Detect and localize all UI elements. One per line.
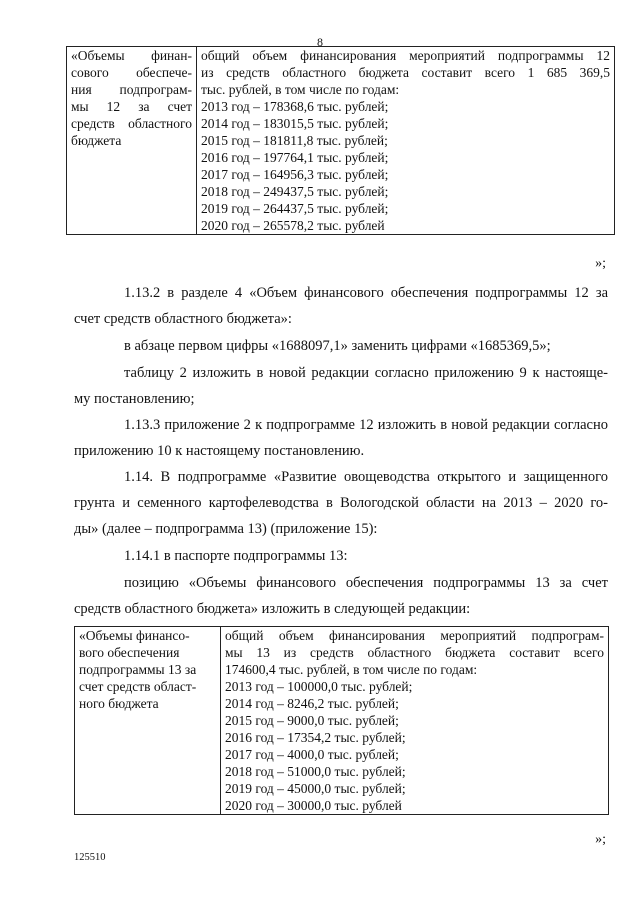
year-line: 2016 год – 197764,1 тыс. рублей; (201, 150, 389, 165)
year-line: 2013 год – 100000,0 тыс. рублей; (225, 679, 413, 694)
year-line: 2020 год – 30000,0 тыс. рублей (225, 798, 402, 813)
year-line: 2015 год – 9000,0 тыс. рублей; (225, 713, 399, 728)
paragraph-1-14-1: 1.14.1 в паспорте подпрограммы 13: (124, 548, 348, 564)
year-line: 2014 год – 8246,2 тыс. рублей; (225, 696, 399, 711)
label-line: счет средств област- (79, 679, 197, 694)
funding-label-cell (67, 47, 197, 235)
label-line: мы 12 за счет (71, 99, 192, 114)
year-line: 2016 год – 17354,2 тыс. рублей; (225, 730, 406, 745)
year-line: 2014 год – 183015,5 тыс. рублей; (201, 116, 389, 131)
closing-quote: »; (595, 832, 606, 847)
year-line: 2019 год – 45000,0 тыс. рублей; (225, 781, 406, 796)
funding-value-cell (197, 47, 615, 235)
label-line: сового обеспече- (71, 65, 192, 80)
year-line: 2018 год – 51000,0 тыс. рублей; (225, 764, 406, 779)
value-intro-line: общий объем финансирования мероприятий подпрограм- (225, 628, 604, 643)
closing-quote: »; (595, 256, 606, 271)
value-intro-line: 174600,4 тыс. рублей, в том числе по годам: (225, 662, 478, 677)
year-line: 2020 год – 265578,2 тыс. рублей (201, 218, 385, 233)
funding-table-subprogram-12 (66, 46, 615, 235)
year-line: 2013 год – 178368,6 тыс. рублей; (201, 99, 389, 114)
label-line: вого обеспечения (79, 645, 180, 660)
label-line: подпрограммы 13 за (79, 662, 197, 677)
year-line: 2018 год – 249437,5 тыс. рублей; (201, 184, 389, 199)
funding-value-cell (221, 627, 609, 815)
value-intro-line: общий объем финансирования мероприятий подпрограммы 12 (201, 48, 610, 63)
paragraph-1-13-2: 1.13.2 в разделе 4 «Объем финансового обеспечения подпрограммы 12 за счет средств областного бюджета»: (74, 285, 608, 327)
value-intro-line: мы 13 из средств областного бюджета составит всего (225, 645, 604, 660)
year-line: 2017 год – 4000,0 тыс. рублей; (225, 747, 399, 762)
label-line: ния подпрограм- (71, 82, 192, 97)
value-intro-line: тыс. рублей, в том числе по годам: (201, 82, 400, 97)
paragraph-1-13-3: 1.13.3 приложение 2 к подпрограмме 12 изложить в новой редакции согласно приложению 10 к настоящему постановлению. (74, 417, 608, 459)
year-line: 2015 год – 181811,8 тыс. рублей; (201, 133, 388, 148)
year-line: 2019 год – 264437,5 тыс. рублей; (201, 201, 389, 216)
funding-table-subprogram-13 (74, 626, 609, 815)
paragraph-table-2: таблицу 2 изложить в новой редакции согласно приложению 9 к настояще- му постановлению; (74, 365, 608, 407)
label-line: «Объемы финансо- (79, 628, 190, 643)
paragraph-1-14: 1.14. В подпрограмме «Развитие овощеводства открытого и защищенного грунта и семенного картофелеводства в Вологодской области на 2013 – 2020 го- ды» (далее – подпрограмма 13) (приложение 15): (74, 469, 608, 537)
page-number: 8 (317, 35, 323, 49)
label-line: ного бюджета (79, 696, 159, 711)
funding-label-cell (75, 627, 221, 815)
label-line: «Объемы финан- (71, 48, 192, 63)
paragraph-first-abzac: в абзаце первом цифры «1688097,1» заменить цифрами «1685369,5»; (124, 338, 551, 354)
year-line: 2017 год – 164956,3 тыс. рублей; (201, 167, 389, 182)
label-line: средств областного бюджета (71, 116, 192, 148)
value-intro-line: из средств областного бюджета составит всего 1 685 369,5 (201, 65, 610, 80)
document-code: 125510 (74, 852, 106, 863)
paragraph-position: позицию «Объемы финансового обеспечения подпрограммы 13 за счет средств областного бюджета» изложить в следующей редакции: (74, 575, 608, 617)
